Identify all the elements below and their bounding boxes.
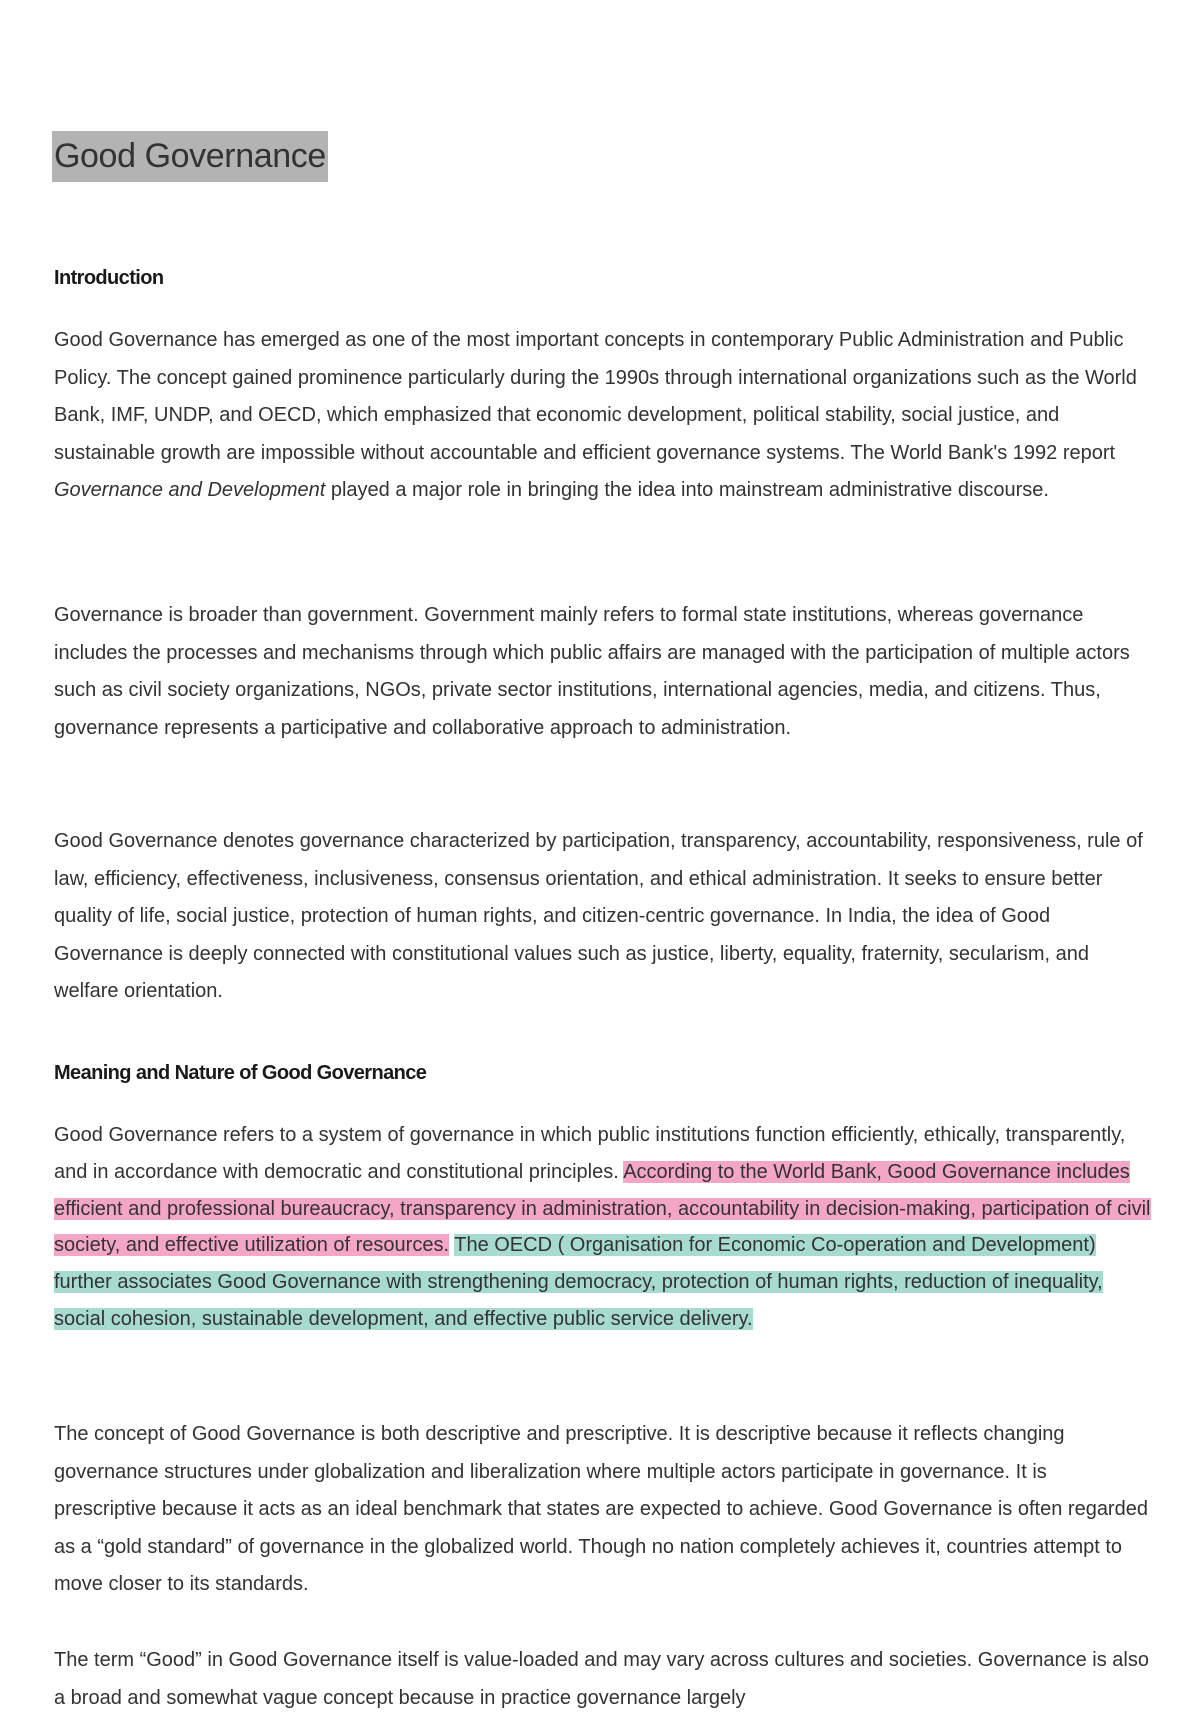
section-heading-meaning: Meaning and Nature of Good Governance (54, 1062, 427, 1084)
highlight-pink: According to the World Bank, Good Governance includes efficient and professional bureaucracy, transparency in administration, accountability in decision-making, participation of civil society, and effective utilization of resources. (54, 1160, 1151, 1257)
intro-paragraph-1 (54, 322, 1154, 510)
meaning-paragraph-1-plain: Good Governance refers to a system of governance in which public institutions function efficiently, ethically, transparently, and in accordance with democratic and constitutional principles. (54, 1124, 1126, 1183)
meaning-paragraph-2: The concept of Good Governance is both descriptive and prescriptive. It is descriptive because it reflects changing governance structures under globalization and liberalization where multiple actors participate in governance. It is prescriptive because it acts as an ideal benchmark that states are expected to achieve. Good Governance is often regarded as a “gold standard” of governance in the globalized world. Though no nation completely achieves it, countries attempt to move closer to its standards. (54, 1423, 1148, 1595)
intro-paragraph-1-text-b: played a major role in bringing the idea into mainstream administrative discourse. (325, 479, 1049, 501)
meaning-paragraph-1 (54, 1117, 1154, 1338)
section-heading-introduction: Introduction (54, 267, 164, 289)
report-title-italic: Governance and Development (54, 479, 326, 501)
highlight-teal: The OECD ( Organisation for Economic Co-operation and Development) further associates Good Governance with strengthening democracy, protection of human rights, reduction of inequality, social cohesion, sustainable development, and effective public service delivery. (54, 1234, 1103, 1330)
page-title: Good Governance (52, 131, 328, 182)
intro-paragraph-3: Good Governance denotes governance characterized by participation, transparency, accountability, responsiveness, rule of law, efficiency, effectiveness, inclusiveness, consensus orientation, and ethical administration. It seeks to ensure better quality of life, social justice, protection of human rights, and citizen-centric governance. In India, the idea of Good Governance is deeply connected with constitutional values such as justice, liberty, equality, fraternity, secularism, and welfare orientation. (54, 830, 1143, 1002)
intro-paragraph-2: Governance is broader than government. Government mainly refers to formal state institutions, whereas governance includes the processes and mechanisms through which public affairs are managed with the participation of multiple actors such as civil society organizations, NGOs, private sector institutions, international agencies, media, and citizens. Thus, governance represents a participative and collaborative approach to administration. (54, 604, 1130, 739)
intro-paragraph-1-text-a: Good Governance has emerged as one of the most important concepts in contemporary Public Administration and Public Policy. The concept gained prominence particularly during the 1990s through international organizations such as the World Bank, IMF, UNDP, and OECD, which emphasized that economic development, political stability, social justice, and sustainable growth are impossible without accountable and efficient governance systems. The World Bank's 1992 report (54, 329, 1137, 464)
meaning-paragraph-3: The term “Good” in Good Governance itself is value-loaded and may vary across cultures and societies. Governance is also a broad and somewhat vague concept because in practice governance largely (54, 1649, 1149, 1709)
